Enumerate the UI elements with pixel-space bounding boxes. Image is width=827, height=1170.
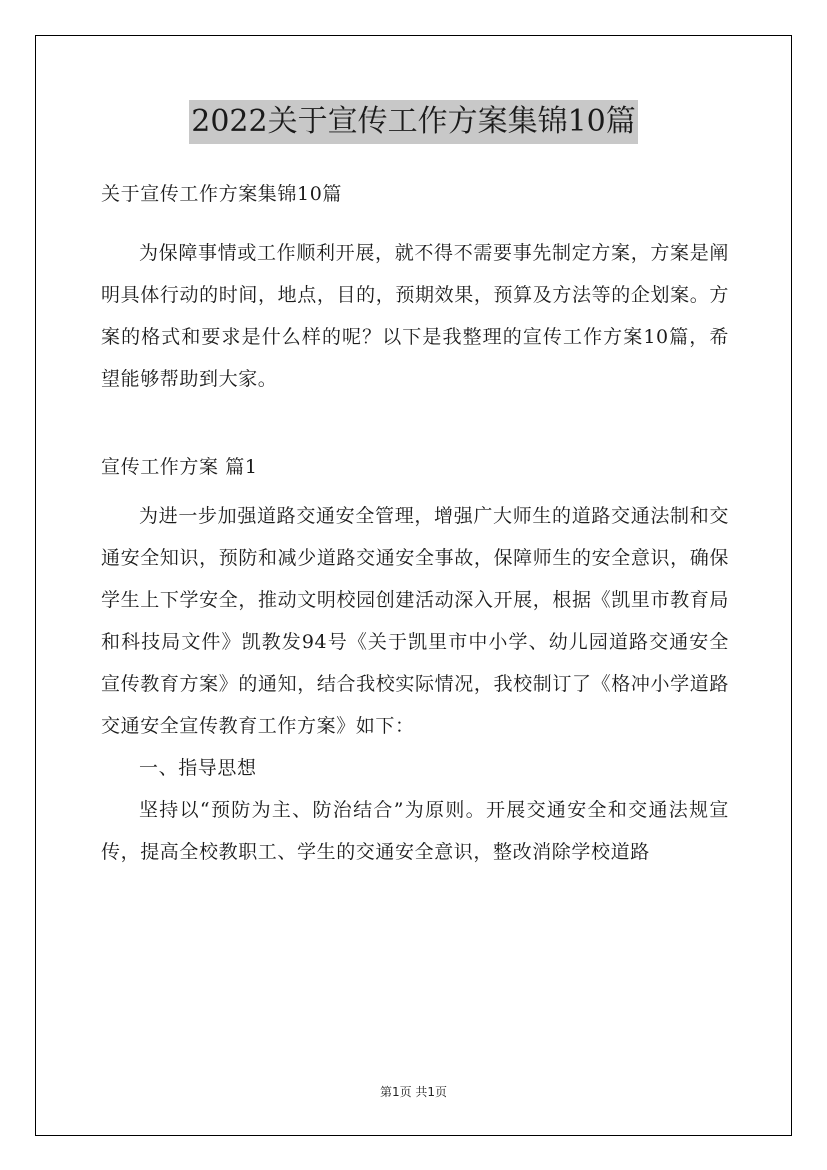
intro-paragraph: 为保障事情或工作顺利开展，就不得不需要事先制定方案，方案是阐明具体行动的时间，地点，目的，预期效果，预算及方法等的企划案。方案的格式和要求是什么样的呢？以下是我整理的宣传工作方案10篇，希望能够帮助到大家。 (101, 242, 729, 390)
page-footer: 第1页 共1页 (379, 1085, 448, 1099)
document-subtitle: 关于宣传工作方案集锦10篇 (101, 183, 342, 205)
document-title-wrapper (0, 100, 827, 144)
section-paragraph: 为进一步加强道路交通安全管理，增强广大师生的道路交通法制和交通安全知识，预防和减少道路交通安全事故，保障师生的安全意识，确保学生上下学安全，推动文明校园创建活动深入开展，根据《凯里市教育局和科技局文件》凯教发94号《关于凯里市中小学、幼儿园道路交通安全宣传教育方案》的通知，结合我校实际情况，我校制订了《格冲小学道路交通安全宣传教育工作方案》如下： (101, 505, 729, 737)
guiding-ideology-paragraph: 坚持以“预防为主、防治结合”为原则。开展交通安全和交通法规宣传，提高全校教职工、学生的交通安全意识，整改消除学校道路 (101, 799, 729, 863)
sub-heading-guiding-ideology: 一、指导思想 (139, 757, 257, 779)
document-body (101, 175, 729, 873)
section-heading: 宣传工作方案 篇1 (101, 456, 258, 478)
document-title: 2022关于宣传工作方案集锦10篇 (189, 100, 638, 144)
